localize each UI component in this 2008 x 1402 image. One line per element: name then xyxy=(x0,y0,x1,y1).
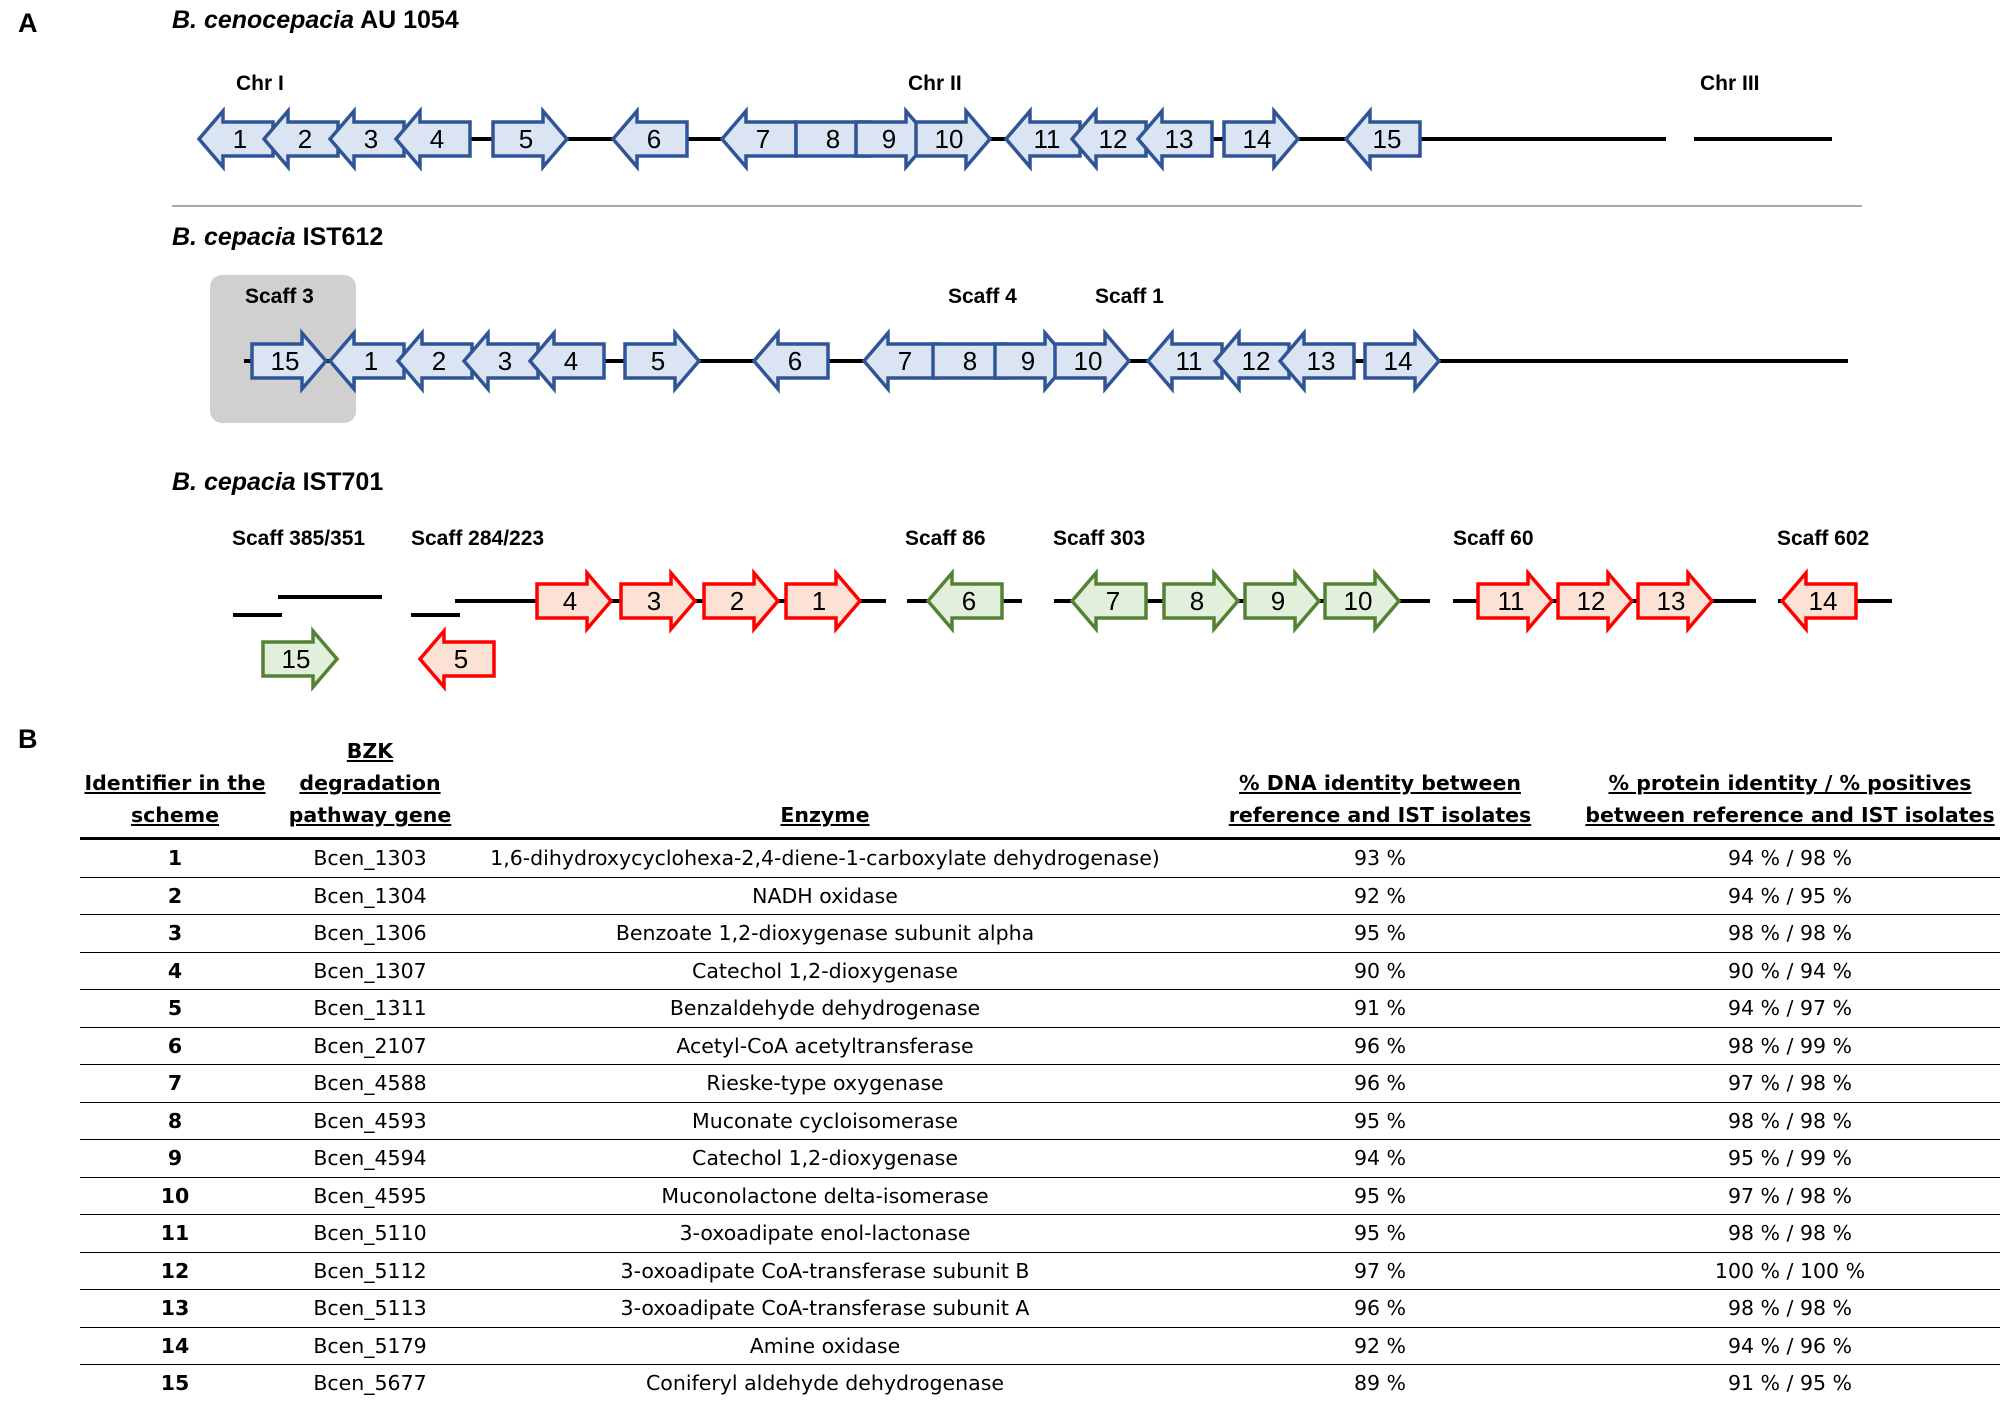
segment-label-chr-ii: Chr II xyxy=(908,72,962,95)
gene-number-label: 3 xyxy=(363,124,379,154)
gene-arrow-au1054-3 xyxy=(330,111,404,167)
cell-dna-identity: 97 % xyxy=(1180,1252,1580,1290)
gene-arrow-ist612-11 xyxy=(1148,333,1222,389)
segment-label-scaff-3: Scaff 3 xyxy=(245,285,314,308)
segment-label-scaff-60: Scaff 60 xyxy=(1453,527,1534,550)
cell-enzyme: Catechol 1,2-dioxygenase xyxy=(470,1140,1180,1178)
cell-enzyme: Muconolactone delta-isomerase xyxy=(470,1177,1180,1215)
cell-enzyme: Benzaldehyde dehydrogenase xyxy=(470,990,1180,1028)
gene-number-label: 14 xyxy=(1383,346,1413,376)
table-row xyxy=(80,1065,2000,1103)
gene-number-label: 1 xyxy=(811,586,827,616)
gene-arrow-ist612-14 xyxy=(1365,333,1439,389)
gene-number-label: 9 xyxy=(1270,586,1286,616)
table-row xyxy=(80,1252,2000,1290)
table-row xyxy=(80,839,2000,878)
cell-dna-identity: 94 % xyxy=(1180,1140,1580,1178)
cell-identifier: 8 xyxy=(80,1102,270,1140)
cell-identifier: 9 xyxy=(80,1140,270,1178)
cell-enzyme: Coniferyl aldehyde dehydrogenase xyxy=(645,1371,1005,1396)
genome-title-ist612: B. cepacia IST612 xyxy=(172,223,384,251)
cell-gene: Bcen_5110 xyxy=(270,1215,470,1253)
header-enzyme: Enzyme xyxy=(470,735,1180,839)
cell-gene: Bcen_1307 xyxy=(270,952,470,990)
cell-dna-identity: 89 % xyxy=(1353,1371,1407,1396)
gene-number-label: 5 xyxy=(650,346,666,376)
cell-protein-identity: 90 % / 94 % xyxy=(1580,952,2000,990)
gene-arrow-au1054-14 xyxy=(1224,111,1298,167)
gene-arrow-ist612-4 xyxy=(530,333,604,389)
cell-dna-identity: 95 % xyxy=(1180,1177,1580,1215)
gene-number-label: 8 xyxy=(1189,586,1205,616)
gene-arrow-ist701-6 xyxy=(928,573,1002,629)
gene-arrow-ist701-12 xyxy=(1558,573,1632,629)
table-row xyxy=(80,1290,2000,1328)
gene-arrow-ist701-11 xyxy=(1478,573,1552,629)
cell-gene: Bcen_4593 xyxy=(270,1102,470,1140)
table-body xyxy=(80,839,2000,1402)
cell-protein-identity: 97 % / 98 % xyxy=(1580,1177,2000,1215)
table-row xyxy=(80,1215,2000,1253)
cell-dna-identity: 95 % xyxy=(1180,1215,1580,1253)
cell-protein-identity: 94 % / 95 % xyxy=(1580,877,2000,915)
cell-enzyme: Muconate cycloisomerase xyxy=(470,1102,1180,1140)
header-protein-identity: % protein identity / % positives between reference and IST isolates xyxy=(1580,735,2000,839)
cell-dna-identity: 93 % xyxy=(1180,839,1580,878)
gene-number-label: 6 xyxy=(787,346,803,376)
gene-arrow-ist701-15 xyxy=(263,631,337,687)
cell-gene: Bcen_5112 xyxy=(270,1252,470,1290)
cell-protein-identity: 98 % / 98 % xyxy=(1580,1290,2000,1328)
header-dna-identity: % DNA identity between reference and IST isolates xyxy=(1180,735,1580,839)
gene-number-label: 3 xyxy=(497,346,513,376)
gene-arrow-au1054-12 xyxy=(1072,111,1146,167)
gene-arrow-ist701-10 xyxy=(1325,573,1399,629)
segment-label-chr-iii: Chr III xyxy=(1700,72,1760,95)
gene-arrow-ist701-9 xyxy=(1245,573,1319,629)
cell-gene: Bcen_1304 xyxy=(270,877,470,915)
gene-arrow-au1054-15 xyxy=(1346,111,1420,167)
table-row xyxy=(80,952,2000,990)
cell-identifier: 5 xyxy=(80,990,270,1028)
cell-protein-identity: 95 % / 99 % xyxy=(1580,1140,2000,1178)
gene-number-label: 10 xyxy=(1073,346,1103,376)
table-header-row xyxy=(80,735,2000,839)
cell-gene: Bcen_1306 xyxy=(270,915,470,953)
cell-enzyme: 3-oxoadipate enol-lactonase xyxy=(470,1215,1180,1253)
cell-protein-identity: 98 % / 99 % xyxy=(1580,1027,2000,1065)
table-row xyxy=(80,1177,2000,1215)
gene-arrow-au1054-10 xyxy=(916,111,990,167)
cell-protein-identity: 98 % / 98 % xyxy=(1580,1102,2000,1140)
gene-number-label: 15 xyxy=(1372,124,1402,154)
segment-label-chr-i: Chr I xyxy=(236,72,284,95)
cell-dna-identity: 96 % xyxy=(1180,1065,1580,1103)
cell-gene: Bcen_1303 xyxy=(270,839,470,878)
gene-number-label: 4 xyxy=(429,124,445,154)
header-gene: BZK degradation pathway gene xyxy=(270,735,470,839)
cell-identifier: 15 xyxy=(160,1371,190,1396)
cell-identifier: 14 xyxy=(80,1327,270,1365)
gene-number-label: 2 xyxy=(431,346,447,376)
table-row xyxy=(80,915,2000,953)
cell-dna-identity: 96 % xyxy=(1180,1027,1580,1065)
gene-number-label: 7 xyxy=(897,346,913,376)
gene-arrow-au1054-7 xyxy=(722,111,796,167)
gene-number-label: 2 xyxy=(729,586,745,616)
cell-enzyme: 3-oxoadipate CoA-transferase subunit B xyxy=(470,1252,1180,1290)
cell-gene: Bcen_4594 xyxy=(270,1140,470,1178)
gene-number-label: 13 xyxy=(1306,346,1336,376)
cell-dna-identity: 92 % xyxy=(1180,1327,1580,1365)
genome-title-au1054: B. cenocepacia AU 1054 xyxy=(172,6,459,34)
cell-enzyme: Amine oxidase xyxy=(470,1327,1180,1365)
segment-label-scaff-602: Scaff 602 xyxy=(1777,527,1870,550)
gene-arrow-ist612-2 xyxy=(398,333,472,389)
gene-arrow-ist612-10 xyxy=(1055,333,1129,389)
gene-number-label: 12 xyxy=(1576,586,1606,616)
cell-identifier: 2 xyxy=(80,877,270,915)
gene-number-label: 7 xyxy=(1105,586,1121,616)
gene-arrow-ist612-7 xyxy=(864,333,938,389)
cell-gene: Bcen_4588 xyxy=(270,1065,470,1103)
cell-protein-identity: 94 % / 96 % xyxy=(1580,1327,2000,1365)
cell-enzyme: NADH oxidase xyxy=(470,877,1180,915)
cell-identifier: 10 xyxy=(80,1177,270,1215)
segment-label-scaff-86: Scaff 86 xyxy=(905,527,986,550)
gene-number-label: 7 xyxy=(755,124,771,154)
gene-number-label: 12 xyxy=(1098,124,1128,154)
gene-arrow-au1054-11 xyxy=(1006,111,1080,167)
gene-number-label: 8 xyxy=(962,346,978,376)
table-row xyxy=(80,1102,2000,1140)
cell-identifier: 4 xyxy=(80,952,270,990)
cell-dna-identity: 92 % xyxy=(1180,877,1580,915)
gene-number-label: 11 xyxy=(1497,586,1525,616)
cell-gene: Bcen_4595 xyxy=(270,1177,470,1215)
gene-number-label: 6 xyxy=(646,124,662,154)
gene-arrow-ist612-13 xyxy=(1280,333,1354,389)
gene-arrow-au1054-5 xyxy=(493,111,567,167)
segment-label-scaff-303: Scaff 303 xyxy=(1053,527,1146,550)
gene-arrow-au1054-4 xyxy=(396,111,470,167)
gene-number-label: 12 xyxy=(1241,346,1271,376)
cell-identifier: 1 xyxy=(80,839,270,878)
gene-arrow-ist701-14 xyxy=(1782,573,1856,629)
gene-number-label: 8 xyxy=(825,124,841,154)
gene-arrow-au1054-13 xyxy=(1138,111,1212,167)
table-row xyxy=(80,1027,2000,1065)
table-row xyxy=(80,990,2000,1028)
cell-dna-identity: 95 % xyxy=(1180,915,1580,953)
cell-identifier: 3 xyxy=(80,915,270,953)
gene-arrow-ist701-8 xyxy=(1164,573,1238,629)
segment-label-scaff-1: Scaff 1 xyxy=(1095,285,1164,308)
cell-identifier: 13 xyxy=(80,1290,270,1328)
cell-dna-identity: 95 % xyxy=(1180,1102,1580,1140)
gene-number-label: 15 xyxy=(270,346,300,376)
gene-number-label: 9 xyxy=(1020,346,1036,376)
table-row xyxy=(80,1140,2000,1178)
cell-enzyme: Catechol 1,2-dioxygenase xyxy=(470,952,1180,990)
gene-arrow-ist701-4 xyxy=(537,573,611,629)
gene-arrow-ist701-1 xyxy=(786,573,860,629)
table-row xyxy=(80,1365,2000,1402)
gene-arrow-au1054-2 xyxy=(264,111,338,167)
gene-number-label: 14 xyxy=(1808,586,1838,616)
cell-protein-identity: 98 % / 98 % xyxy=(1580,915,2000,953)
cell-protein-identity: 98 % / 98 % xyxy=(1580,1215,2000,1253)
table-row xyxy=(80,1327,2000,1365)
cell-identifier: 7 xyxy=(80,1065,270,1103)
gene-number-label: 11 xyxy=(1175,346,1203,376)
gene-number-label: 2 xyxy=(297,124,313,154)
gene-arrow-ist612-3 xyxy=(464,333,538,389)
segment-label-scaff-4: Scaff 4 xyxy=(948,285,1017,308)
panel-a-letter: A xyxy=(18,8,38,38)
gene-arrow-ist612-5 xyxy=(625,333,699,389)
cell-protein-identity: 97 % / 98 % xyxy=(1580,1065,2000,1103)
gene-number-label: 6 xyxy=(961,586,977,616)
gene-arrow-au1054-6 xyxy=(613,111,687,167)
gene-row-ist701 xyxy=(263,573,1856,687)
cell-protein-identity: 94 % / 98 % xyxy=(1580,839,2000,878)
gene-number-label: 1 xyxy=(232,124,248,154)
genome-title-ist701: B. cepacia IST701 xyxy=(172,468,384,496)
gene-number-label: 15 xyxy=(281,644,311,674)
segment-label-scaff-284-223: Scaff 284/223 xyxy=(411,527,545,550)
gene-arrow-ist701-13 xyxy=(1638,573,1712,629)
gene-number-label: 13 xyxy=(1656,586,1686,616)
gene-number-label: 1 xyxy=(363,346,379,376)
gene-number-label: 14 xyxy=(1242,124,1272,154)
cell-gene: Bcen_2107 xyxy=(270,1027,470,1065)
gene-arrow-ist701-2 xyxy=(704,573,778,629)
gene-number-label: 4 xyxy=(562,586,578,616)
gene-number-label: 5 xyxy=(518,124,534,154)
gene-row-au1054 xyxy=(199,111,1420,167)
gene-arrow-ist701-3 xyxy=(621,573,695,629)
cell-gene: Bcen_5179 xyxy=(270,1327,470,1365)
cell-protein-identity: 94 % / 97 % xyxy=(1580,990,2000,1028)
cell-dna-identity: 96 % xyxy=(1180,1290,1580,1328)
gene-number-label: 3 xyxy=(646,586,662,616)
cell-protein-identity: 100 % / 100 % xyxy=(1580,1252,2000,1290)
cell-gene: Bcen_1311 xyxy=(270,990,470,1028)
cell-enzyme: Benzoate 1,2-dioxygenase subunit alpha xyxy=(470,915,1180,953)
cell-identifier: 6 xyxy=(80,1027,270,1065)
cell-gene: Bcen_5113 xyxy=(270,1290,470,1328)
gene-arrow-ist701-5 xyxy=(420,631,494,687)
gene-number-label: 9 xyxy=(881,124,897,154)
cell-enzyme: 3-oxoadipate CoA-transferase subunit A xyxy=(470,1290,1180,1328)
cell-protein-identity: 91 % / 95 % xyxy=(1727,1371,1853,1396)
cell-identifier: 12 xyxy=(80,1252,270,1290)
table-row xyxy=(80,877,2000,915)
cell-enzyme: Rieske-type oxygenase xyxy=(470,1065,1180,1103)
cell-dna-identity: 91 % xyxy=(1180,990,1580,1028)
cell-dna-identity: 90 % xyxy=(1180,952,1580,990)
gene-arrow-ist612-6 xyxy=(754,333,828,389)
cell-identifier: 11 xyxy=(80,1215,270,1253)
gene-number-label: 5 xyxy=(453,644,469,674)
gene-number-label: 13 xyxy=(1164,124,1194,154)
gene-number-label: 10 xyxy=(934,124,964,154)
gene-number-label: 4 xyxy=(563,346,579,376)
panel-b-letter: B xyxy=(18,724,38,754)
gene-number-label: 10 xyxy=(1343,586,1373,616)
cell-enzyme: Acetyl-CoA acetyltransferase xyxy=(470,1027,1180,1065)
cell-gene: Bcen_5677 xyxy=(313,1371,427,1396)
header-identifier: Identifier in the scheme xyxy=(80,735,270,839)
gene-number-label: 11 xyxy=(1033,124,1061,154)
segment-label-scaff-385-351: Scaff 385/351 xyxy=(232,527,366,550)
gene-arrow-ist701-7 xyxy=(1072,573,1146,629)
gene-identity-table xyxy=(80,735,2000,1402)
cell-enzyme: 1,6-dihydroxycyclohexa-2,4-diene-1-carboxylate dehydrogenase) xyxy=(470,839,1180,878)
